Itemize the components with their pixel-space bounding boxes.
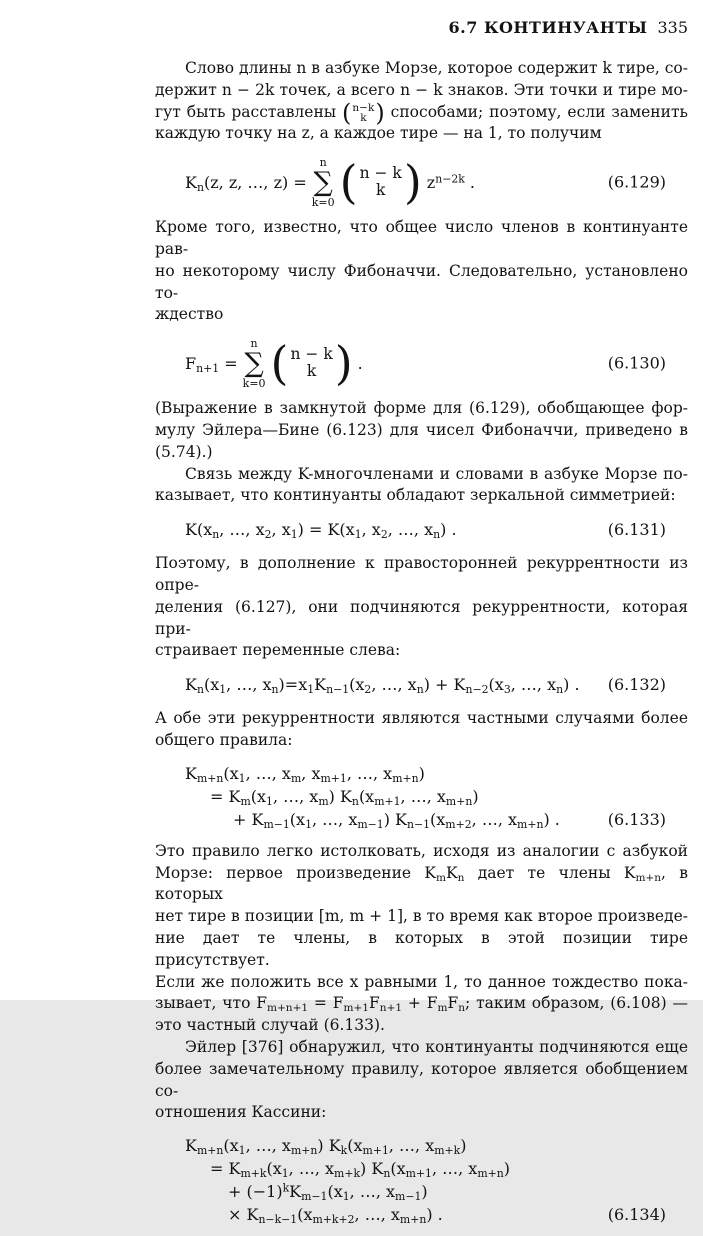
equation-6-130 bbox=[155, 334, 688, 392]
sigma-icon: ∑ bbox=[244, 347, 264, 379]
eq-line: = $K_m(x_1$, …, $x_m$) $K_n(x_{m+1}$, …, $x_{m+n}$) bbox=[210, 786, 479, 808]
equation-number: (6.134) bbox=[607, 1205, 666, 1225]
summation-symbol bbox=[312, 157, 335, 208]
section-title: 6.7 КОНТИНУАНТЫ bbox=[448, 18, 648, 37]
text-line: мулу Эйлера—Бине (6.123) для чисел Фибоначчи, приведено в bbox=[155, 420, 688, 439]
paragraph-morse-interpretation bbox=[155, 841, 688, 1037]
text-line: ние дает те члены, в которых в этой позиции тире присутствует. bbox=[155, 928, 688, 969]
eq-body: $K(x_n$, …, $x_2$, $x_1) = K(x_1$, $x_2$, …, $x_n$) . bbox=[185, 520, 457, 542]
eq-line: × $K_{n-k-1}(x_{m+k+2}$, …, $x_{m+n}$) . bbox=[228, 1205, 443, 1227]
paragraph-morse-word bbox=[155, 58, 688, 145]
text-line: гут быть расставлены ( n−k k ) способами; поэтому, если заменить bbox=[155, 98, 688, 127]
binomial-bottom: k bbox=[376, 181, 386, 200]
text-block bbox=[155, 18, 688, 1236]
eq-rhs: . bbox=[357, 353, 363, 373]
eq-rhs: $z^{n-2k}$ . bbox=[426, 172, 475, 192]
binomial-top: n − k bbox=[290, 345, 333, 364]
sum-lower-limit: k=0 bbox=[311, 195, 335, 209]
text-line: но некоторому числу Фибоначчи. Следовательно, установлено то- bbox=[155, 261, 688, 302]
equation-6-132 bbox=[155, 674, 688, 696]
eq-line: $K_{m+n}(x_1$, …, $x_{m+n}$) $K_k(x_{m+1}$, …, $x_{m+k}$) bbox=[185, 1136, 467, 1158]
paragraph-general-rule-intro bbox=[155, 708, 688, 752]
text-line: Слово длины n в азбуке Морзе, которое содержит k тире, со- bbox=[185, 59, 688, 77]
binomial-top: n − k bbox=[359, 164, 402, 183]
right-paren: ) bbox=[403, 155, 422, 210]
equation-6-129 bbox=[155, 153, 688, 211]
text-line: отношения Кассини: bbox=[155, 1103, 327, 1122]
text-line: А обе эти рекуррентности являются частными случаями более bbox=[155, 709, 688, 728]
binomial-coefficient bbox=[339, 155, 422, 210]
right-paren: ) bbox=[334, 336, 353, 391]
text-line: Это правило легко истолковать, исходя из аналогии с азбукой bbox=[155, 841, 688, 860]
binomial-stack bbox=[358, 165, 404, 199]
paragraph-left-recurrence bbox=[155, 553, 688, 662]
equation-number: (6.132) bbox=[607, 675, 666, 695]
equation-6-134 bbox=[155, 1134, 688, 1226]
equation-6-131 bbox=[155, 519, 688, 541]
text-line: Поэтому, в дополнение к правосторонней рекуррентности из опре- bbox=[155, 554, 688, 594]
text-line: Связь между K-многочленами и словами в азбуке Морзе по- bbox=[185, 464, 688, 483]
text-line: это частный случай (6.133). bbox=[155, 1016, 385, 1035]
sigma-icon: ∑ bbox=[313, 166, 333, 198]
text-line: каждую точку на z, а каждое тире — на 1, то получим bbox=[155, 124, 602, 143]
eq-line: + $(-1)^kK_{m-1}(x_1$, …, $x_{m-1}$) bbox=[228, 1181, 428, 1204]
sum-upper-limit: n bbox=[319, 155, 327, 169]
binomial-coefficient bbox=[270, 336, 353, 391]
text-line: Морзе: первое произведение $K_mK_n$ дает те члены $K_{m+n}$, в которых bbox=[155, 863, 688, 904]
text-line: общего правила: bbox=[155, 730, 293, 749]
paragraph-fibonacci-terms bbox=[155, 217, 688, 326]
text-line: казывает, что континуанты обладают зеркальной симметрией: bbox=[155, 486, 676, 505]
equation-number: (6.129) bbox=[607, 172, 666, 192]
equation-6-133 bbox=[155, 762, 688, 831]
eq-line: = $K_{m+k}(x_1$, …, $x_{m+k}$) $K_n(x_{m+1}$, …, $x_{m+n}$) bbox=[210, 1159, 511, 1181]
eq-line: $K_{m+n}(x_1$, …, $x_m$, $x_{m+1}$, …, $x_{m+n}$) bbox=[185, 763, 425, 785]
running-head bbox=[155, 18, 688, 40]
text-line: (5.74).) bbox=[155, 442, 213, 461]
summation-symbol bbox=[243, 338, 266, 389]
sum-lower-limit: k=0 bbox=[242, 376, 266, 390]
eq-lhs: $F_{n+1}$ = bbox=[185, 353, 238, 375]
sum-upper-limit: n bbox=[250, 336, 258, 350]
eq-lhs: $K_n(z$, z, …, z) = bbox=[185, 172, 307, 194]
text-line: более замечательному правилу, которое является обобщением со- bbox=[155, 1059, 688, 1100]
equation-number: (6.130) bbox=[607, 353, 666, 373]
paragraph-euler-cassini bbox=[155, 1037, 688, 1124]
equation-number: (6.133) bbox=[607, 809, 666, 829]
paragraph-closed-form-note bbox=[155, 398, 688, 463]
text-line: страивает переменные слева: bbox=[155, 641, 401, 660]
paragraph-mirror-symmetry bbox=[155, 464, 688, 508]
page-number: 335 bbox=[657, 18, 688, 37]
equation-number: (6.131) bbox=[607, 520, 666, 540]
text-line: деления (6.127), они подчиняются рекуррентности, которая при- bbox=[155, 597, 688, 638]
text-line: Если же положить все x равными 1, то данное тождество пока- bbox=[155, 972, 688, 991]
binomial-bottom: k bbox=[306, 362, 317, 381]
text-line: Кроме того, известно, что общее число членов в континуанте рав- bbox=[155, 218, 688, 258]
text-line: нет тире в позиции [m, m + 1], в то время как второе произведе- bbox=[155, 907, 688, 926]
eq-line: + $K_{m-1}(x_1$, …, $x_{m-1}$) $K_{n-1}(x_{m+2}$, …, $x_{m+n}$) . bbox=[233, 809, 560, 831]
eq-body: $K_n(x_1$, …, $x_n)=x_1K_{n-1}(x_2$, …, $x_n) + K_{n-2}(x_3$, …, $x_n$) . bbox=[185, 675, 580, 697]
left-paren: ( bbox=[339, 155, 358, 210]
text-line: ждество bbox=[155, 305, 224, 324]
inline-binomial: ( n−k k ) bbox=[342, 98, 385, 127]
text-line: держит n − 2k точек, а всего n − k знаков. Эти точки и тире мо- bbox=[155, 80, 688, 99]
binomial-stack bbox=[289, 346, 335, 380]
text-line: зывает, что $F_{m+n+1} = F_{m+1}F_{n+1} + F_mF_n$; таким образом, (6.108) — bbox=[155, 994, 688, 1015]
left-paren: ( bbox=[270, 336, 289, 391]
text-line: (Выражение в замкнутой форме для (6.129), обобщающее фор- bbox=[155, 399, 688, 418]
text-line: Эйлер [376] обнаружил, что континуанты подчиняются еще bbox=[185, 1037, 688, 1056]
